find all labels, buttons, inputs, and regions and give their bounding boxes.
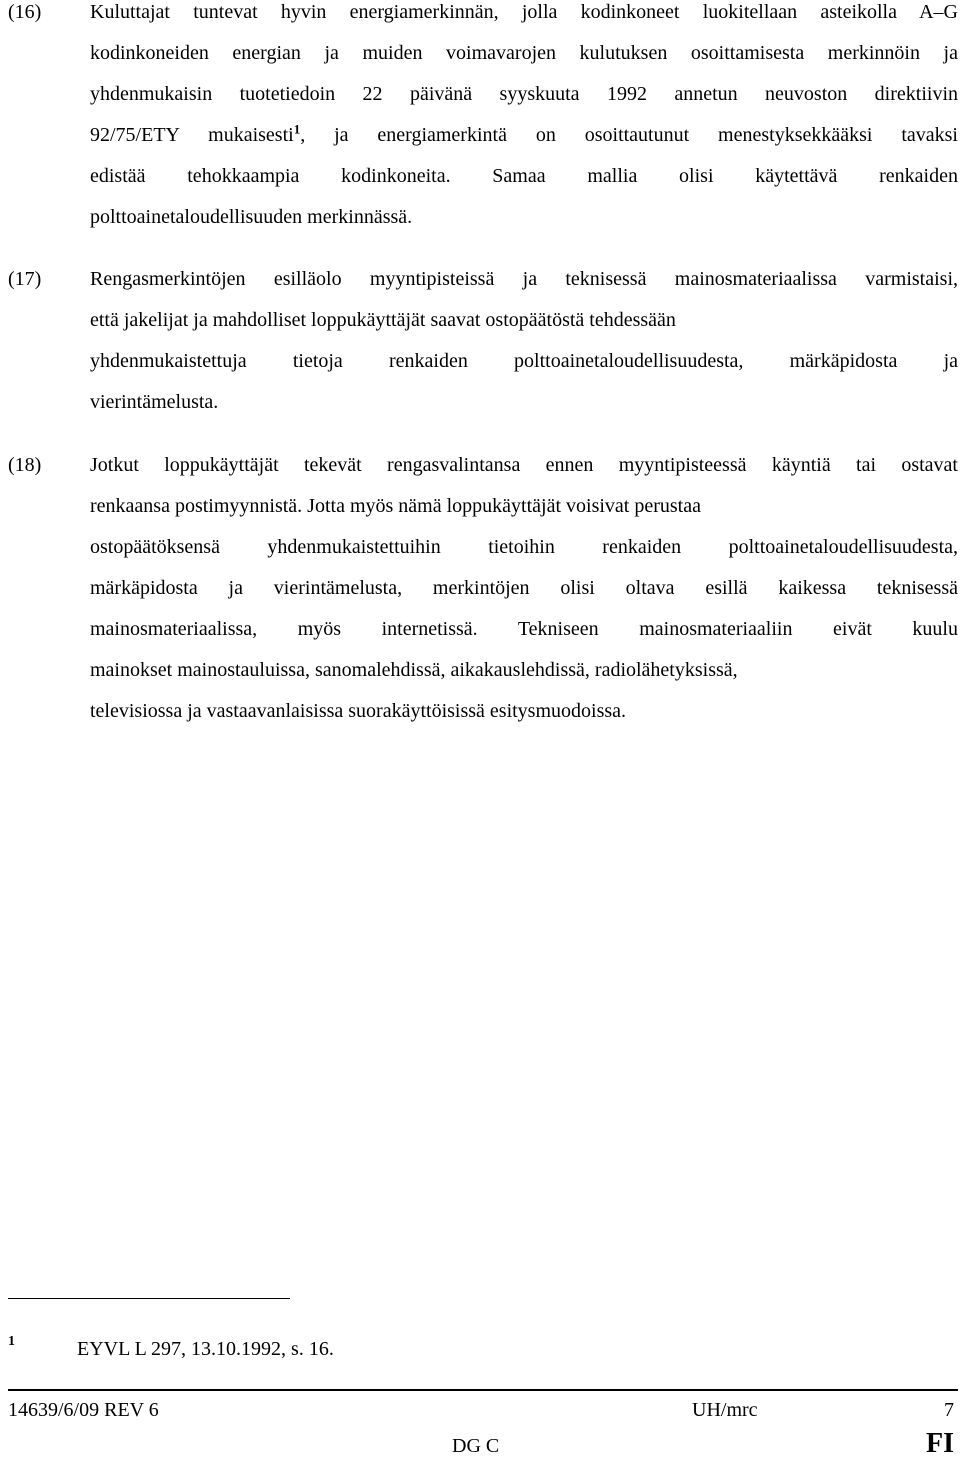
text-line: Jotkut loppukäyttäjät tekevät rengasvalintansa ennen myyntipisteessä käyntiä tai ostavat: [90, 454, 958, 476]
text-line: vierintämelusta.: [90, 391, 219, 413]
paragraph-18: [8, 445, 958, 732]
footnote-marker: 1: [8, 1334, 15, 1349]
paragraph-number: (16): [8, 1, 42, 23]
text-line-with-footnote: [90, 115, 958, 156]
text-segment: , ja energiamerkintä on osoittautunut menestyksekkääksi tavaksi: [300, 124, 958, 146]
directorate-general: DG C: [452, 1435, 500, 1457]
page-number: 7: [944, 1399, 954, 1421]
text-line: yhdenmukaistettuja tietoja renkaiden polttoainetaloudellisuudesta, märkäpidosta ja: [90, 350, 958, 372]
text-line: televisiossa ja vastaavanlaisissa suorakäyttöisissä esitysmuodoissa.: [90, 700, 627, 722]
paragraph-text: [90, 0, 958, 238]
document-number: 14639/6/09 REV 6: [8, 1399, 159, 1421]
text-line: renkaansa postimyynnistä. Jotta myös nämä loppukäyttäjät voisivat perustaa: [90, 495, 701, 517]
paragraph-number: (17): [8, 268, 42, 290]
footnote-reference: 1: [293, 121, 301, 137]
paragraph-text: [90, 259, 958, 423]
author-initials: UH/mrc: [692, 1399, 758, 1421]
text-segment: 92/75/ETY mukaisesti: [90, 124, 294, 146]
footnote-separator: [8, 1298, 290, 1299]
paragraph-number: (18): [8, 454, 42, 476]
text-line: Rengasmerkintöjen esilläolo myyntipisteissä ja teknisessä mainosmateriaalissa varmistaisi,: [90, 268, 958, 290]
text-line: Kuluttajat tuntevat hyvin energiamerkinnän, jolla kodinkoneet luokitellaan asteikolla A–G: [90, 1, 958, 23]
text-line: edistää tehokkaampia kodinkoneita. Samaa mallia olisi käytettävä renkaiden: [90, 165, 958, 187]
text-line: märkäpidosta ja vierintämelusta, merkintöjen olisi oltava esillä kaikessa teknisessä: [90, 577, 958, 599]
text-line: mainokset mainostauluissa, sanomalehdissä, aikakauslehdissä, radiolähetyksissä,: [90, 659, 738, 681]
language-code: FI: [926, 1428, 954, 1459]
paragraph-17: [8, 259, 958, 423]
footnote-text: EYVL L 297, 13.10.1992, s. 16.: [77, 1338, 334, 1360]
text-line: yhdenmukaisin tuotetiedoin 22 päivänä syyskuuta 1992 annetun neuvoston direktiivin: [90, 83, 958, 105]
paragraph-16: [8, 0, 958, 238]
text-line: että jakelijat ja mahdolliset loppukäyttäjät saavat ostopäätöstä tehdessään: [90, 309, 676, 331]
text-line: polttoainetaloudellisuuden merkinnässä.: [90, 206, 413, 228]
text-line: mainosmateriaalissa, myös internetissä. Tekniseen mainosmateriaaliin eivät kuulu: [90, 618, 958, 640]
footer-separator: [8, 1389, 958, 1391]
text-line: ostopäätöksensä yhdenmukaistettuihin tietoihin renkaiden polttoainetaloudellisuudesta,: [90, 536, 958, 558]
paragraph-text: [90, 445, 958, 732]
text-line: kodinkoneiden energian ja muiden voimavarojen kulutuksen osoittamisesta merkinnöin ja: [90, 42, 958, 64]
